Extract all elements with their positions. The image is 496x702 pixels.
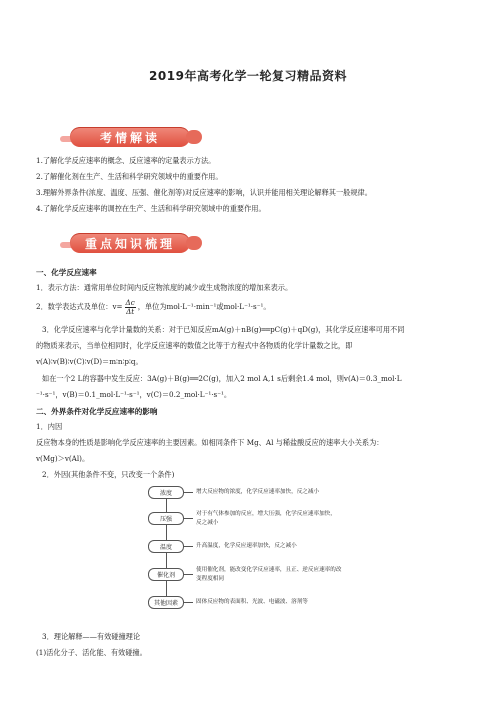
paragraph: 3．化学反应速率与化学计量数的关系：对于已知反应mA(g)＋nB(g)══pC(g)＋qD(g)，其化学反应速率可用不同 xyxy=(42,325,405,334)
factor-node: 温度 xyxy=(148,540,184,553)
factors-diagram xyxy=(148,486,354,628)
intro-item: 1.了解化学反应速率的概念、反应速率的定量表示方法。 xyxy=(36,156,216,165)
paragraph-formula xyxy=(36,298,466,316)
factor-node: 其他因素 xyxy=(148,596,184,609)
paragraph: v(Mg)＞v(Al)。 xyxy=(36,454,90,463)
section-heading: 二、外界条件对化学反应速率的影响 xyxy=(36,407,158,416)
factor-desc: 增大反应物的浓度，化学反应速率加快，反之减小 xyxy=(196,489,320,495)
banner-label: 重点知识梳理 xyxy=(84,237,175,251)
fraction-numerator: Δc xyxy=(125,297,135,307)
paragraph: (1)活化分子、活化能、有效碰撞。 xyxy=(36,648,147,657)
paragraph: 1．表示方法：通常用单位时间内反应物浓度的减少或生成物浓度的增加来表示。 xyxy=(36,283,293,292)
connector-line xyxy=(184,518,193,519)
paragraph: 反应物本身的性质是影响化学反应速率的主要因素。如相同条件下 Mg、Al 与稀盐酸反应的速率大小关系为： xyxy=(36,438,384,447)
factor-desc: 变程度相同 xyxy=(196,576,224,582)
factor-desc: 对于有气体参加的反应，增大压强，化学反应速率加快， xyxy=(196,511,336,517)
section-heading: 一、化学反应速率 xyxy=(36,268,97,277)
section-banner-exam-analysis xyxy=(60,127,200,147)
banner-pill xyxy=(70,127,190,147)
paragraph: 1．内因 xyxy=(36,422,63,431)
factor-node: 催化剂 xyxy=(148,568,184,581)
section-banner-key-points xyxy=(60,233,200,253)
factor-node: 浓度 xyxy=(148,486,184,499)
banner-decoration xyxy=(186,130,202,144)
factor-desc: 反之减小 xyxy=(196,520,219,526)
intro-item: 4.了解化学反应速率的调控在生产、生活和科学研究领域中的重要作用。 xyxy=(36,204,266,213)
fraction-denominator: Δt xyxy=(126,306,135,316)
paragraph: 的物质来表示，当单位相同时，化学反应速率的数值之比等于方程式中各物质的化学计量数之比，即 xyxy=(36,341,353,350)
paragraph: v(A)∶v(B)∶v(C)∶v(D)＝m∶n∶p∶q。 xyxy=(36,357,143,366)
document-title: 2019年高考化学一轮复习精品资料 xyxy=(149,69,347,83)
paragraph: 如在一个2 L的容器中发生反应：3A(g)＋B(g)══2C(g)，加入2 mol A,1 s后剩余1.4 mol，则v(A)＝0.3_mol·L xyxy=(42,374,402,383)
connector-line xyxy=(184,546,193,547)
factor-desc: 固体反应物的表面积、光波、电磁波、溶剂等 xyxy=(196,599,308,605)
intro-item: 3.理解外界条件(浓度、温度、压强、催化剂等)对反应速率的影响，认识并能用相关理论解释其一般规律。 xyxy=(36,188,372,197)
fraction xyxy=(125,299,136,316)
connector-line xyxy=(184,492,193,493)
intro-item: 2.了解催化剂在生产、生活和科学研究领域中的重要作用。 xyxy=(36,172,223,181)
formula-prefix: 2．数学表达式及单位：v= xyxy=(36,302,123,311)
paragraph: 2．外因(其他条件不变，只改变一个条件) xyxy=(42,470,175,479)
paragraph: 3．理论解释——有效碰撞理论 xyxy=(42,632,141,641)
banner-label: 考情解读 xyxy=(99,131,160,145)
connector-line xyxy=(184,602,193,603)
factor-node: 压强 xyxy=(148,512,184,525)
banner-pill xyxy=(70,233,190,253)
factor-desc: 使用催化剂，能改变化学反应速率，且正、逆反应速率的改 xyxy=(196,567,342,573)
factor-desc: 升高温度，化学反应速率加快，反之减小 xyxy=(196,543,297,549)
connector-line xyxy=(184,574,193,575)
paragraph: ⁻¹·s⁻¹，v(B)＝0.1_mol·L⁻¹·s⁻¹，v(C)＝0.2_mol·L⁻¹·s⁻¹。 xyxy=(36,390,232,399)
formula-suffix: ，单位为mol·L⁻¹·min⁻¹或mol·L⁻¹·s⁻¹。 xyxy=(137,302,271,311)
banner-decoration xyxy=(186,236,202,250)
